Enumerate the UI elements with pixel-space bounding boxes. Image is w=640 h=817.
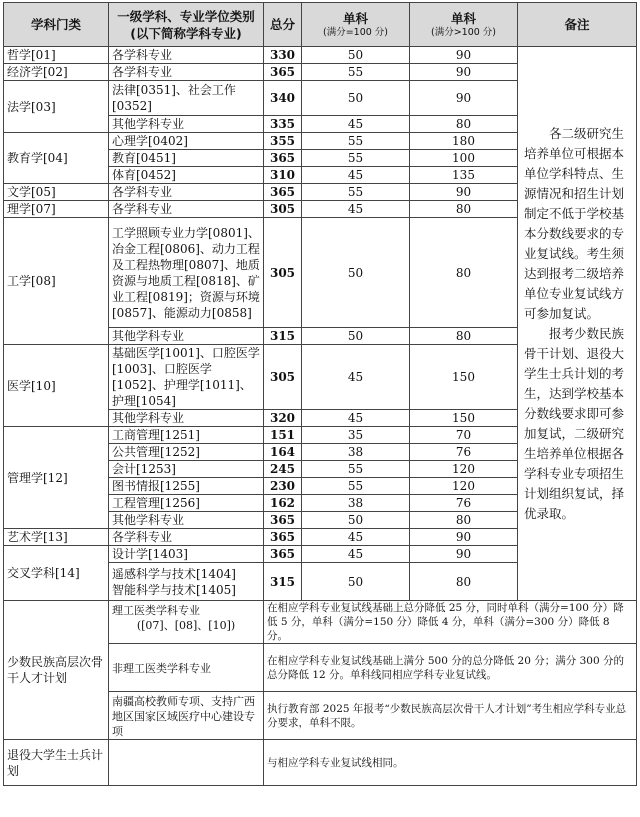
header-single-100-label: 单科 (342, 11, 368, 26)
total-cell: 320 (264, 410, 302, 427)
header-single-over100-label: 单科 (450, 11, 476, 26)
single-100-cell: 45 (302, 345, 410, 410)
subject-cell: 心理学[0402] (109, 133, 264, 150)
header-subject-line1: 一级学科、专业学位类别 (117, 8, 255, 24)
single-over100-cell: 76 (410, 495, 518, 512)
single-100-cell: 55 (302, 64, 410, 81)
remarks-paragraph-2: 报考少数民族骨干计划、退役大学生士兵计划的考生，达到学校基本分数线要求即可参加复试，二级研究生培养单位根据各学科专业专项招生计划组织复试，择优录取。 (524, 325, 625, 521)
single-100-cell: 50 (302, 328, 410, 345)
single-over100-cell: 80 (410, 563, 518, 601)
subject-cell: 工商管理[1251] (109, 427, 264, 444)
single-over100-cell: 90 (410, 546, 518, 563)
total-cell: 365 (264, 529, 302, 546)
single-100-cell: 55 (302, 184, 410, 201)
single-over100-cell: 90 (410, 81, 518, 116)
total-cell: 365 (264, 150, 302, 167)
total-cell: 315 (264, 563, 302, 601)
minority-subject-science (109, 601, 264, 644)
total-cell: 335 (264, 116, 302, 133)
single-100-cell: 55 (302, 478, 410, 495)
header-category: 学科门类 (4, 3, 109, 47)
total-cell: 365 (264, 512, 302, 529)
category-cell: 经济学[02] (4, 64, 109, 81)
category-cell: 艺术学[13] (4, 529, 109, 546)
header-total: 总分 (264, 3, 302, 47)
category-cell: 文学[05] (4, 184, 109, 201)
header-single-over100-sub: (满分>100 分) (430, 27, 497, 38)
category-cell: 管理学[12] (4, 427, 109, 529)
single-100-cell: 38 (302, 444, 410, 461)
subject-cell: 各学科专业 (109, 529, 264, 546)
header-row (4, 3, 637, 47)
header-single-100-sub: (满分=100 分) (322, 27, 389, 38)
total-cell: 365 (264, 64, 302, 81)
header-single-over100 (410, 3, 518, 47)
subject-cell: 遥感科学与技术[1404] 智能科学与技术[1405] (109, 563, 264, 601)
total-cell: 162 (264, 495, 302, 512)
total-cell: 305 (264, 201, 302, 218)
score-table-wrapper (3, 2, 636, 786)
total-cell: 340 (264, 81, 302, 116)
category-cell: 法学[03] (4, 81, 109, 133)
subject-cell: 其他学科专业 (109, 328, 264, 345)
subject-cell: 会计[1253] (109, 461, 264, 478)
minority-subject-science-a: 理工医类学科专业 (112, 604, 200, 617)
single-100-cell: 45 (302, 546, 410, 563)
single-over100-cell: 120 (410, 478, 518, 495)
single-over100-cell: 80 (410, 328, 518, 345)
single-100-cell: 55 (302, 133, 410, 150)
subject-cell: 教育[0451] (109, 150, 264, 167)
single-100-cell: 38 (302, 495, 410, 512)
single-over100-cell: 150 (410, 345, 518, 410)
subject-cell: 基础医学[1001]、口腔医学[1003]、口腔医学[1052]、护理学[1011]、护理[1054] (109, 345, 264, 410)
single-100-cell: 45 (302, 167, 410, 184)
subject-cell: 体育[0452] (109, 167, 264, 184)
single-100-cell: 45 (302, 116, 410, 133)
single-100-cell: 50 (302, 81, 410, 116)
minority-subject-non-science: 非理工医类学科专业 (109, 644, 264, 692)
single-over100-cell: 120 (410, 461, 518, 478)
single-over100-cell: 76 (410, 444, 518, 461)
veteran-category-cell: 退役大学生士兵计划 (4, 740, 109, 786)
total-cell: 365 (264, 546, 302, 563)
table-row (4, 47, 637, 64)
single-100-cell: 55 (302, 461, 410, 478)
subject-cell: 其他学科专业 (109, 512, 264, 529)
single-over100-cell: 80 (410, 116, 518, 133)
single-over100-cell: 90 (410, 64, 518, 81)
single-100-cell: 45 (302, 410, 410, 427)
total-cell: 330 (264, 47, 302, 64)
total-cell: 315 (264, 328, 302, 345)
subject-cell: 公共管理[1252] (109, 444, 264, 461)
header-single-100 (302, 3, 410, 47)
subject-cell: 其他学科专业 (109, 116, 264, 133)
single-over100-cell: 80 (410, 201, 518, 218)
subject-cell: 各学科专业 (109, 184, 264, 201)
veteran-subject-cell (109, 740, 264, 786)
single-over100-cell: 70 (410, 427, 518, 444)
single-100-cell: 45 (302, 529, 410, 546)
total-cell: 230 (264, 478, 302, 495)
score-table (3, 2, 637, 786)
subject-cell: 各学科专业 (109, 64, 264, 81)
remarks-paragraph-1: 各二级研究生培养单位可根据本单位学科特点、生源情况和招生计划制定不低于学校基本分数线要求的专业复试线。考生须达到报考二级培养单位专业复试线方可参加复试。 (524, 125, 625, 321)
minority-note-non-science: 在相应学科专业复试线基础上满分 500 分的总分降低 20 分；满分 300 分的总分降低 12 分。单科线同相应学科专业复试线。 (264, 644, 637, 692)
veteran-row (4, 740, 637, 786)
total-cell: 305 (264, 218, 302, 328)
single-over100-cell: 90 (410, 184, 518, 201)
category-cell: 工学[08] (4, 218, 109, 345)
minority-subject-science-b: ([07]、[08]、[10]) (136, 619, 236, 632)
total-cell: 365 (264, 184, 302, 201)
single-over100-cell: 180 (410, 133, 518, 150)
veteran-note-cell: 与相应学科专业复试线相同。 (264, 740, 637, 786)
header-subject (109, 3, 264, 47)
subject-cell: 其他学科专业 (109, 410, 264, 427)
single-100-cell: 45 (302, 201, 410, 218)
total-cell: 164 (264, 444, 302, 461)
subject-cell: 各学科专业 (109, 201, 264, 218)
single-100-cell: 55 (302, 150, 410, 167)
minority-subject-special: 南疆高校教师专项、支持广西地区国家区域医疗中心建设专项 (109, 692, 264, 740)
single-100-cell: 50 (302, 218, 410, 328)
single-100-cell: 50 (302, 563, 410, 601)
single-over100-cell: 90 (410, 47, 518, 64)
single-100-cell: 50 (302, 47, 410, 64)
total-cell: 245 (264, 461, 302, 478)
total-cell: 305 (264, 345, 302, 410)
subject-cell: 各学科专业 (109, 47, 264, 64)
single-over100-cell: 90 (410, 529, 518, 546)
category-cell: 哲学[01] (4, 47, 109, 64)
single-over100-cell: 80 (410, 512, 518, 529)
single-over100-cell: 135 (410, 167, 518, 184)
single-100-cell: 50 (302, 512, 410, 529)
header-subject-line2: (以下简称学科专业) (130, 25, 242, 41)
subject-cell: 设计学[1403] (109, 546, 264, 563)
single-100-cell: 35 (302, 427, 410, 444)
subject-cell: 工学照顾专业力学[0801]、冶金工程[0806]、动力工程及工程热物理[0807]、地质资源与地质工程[0818]、矿业工程[0819]；资源与环境[0857]、能源动力[0858] (109, 218, 264, 328)
category-cell: 交叉学科[14] (4, 546, 109, 601)
minority-row-science (4, 601, 637, 644)
minority-note-special: 执行教育部 2025 年报考“少数民族高层次骨干人才计划”考生相应学科专业总分要求，单科不限。 (264, 692, 637, 740)
category-cell: 教育学[04] (4, 133, 109, 184)
single-over100-cell: 80 (410, 218, 518, 328)
single-over100-cell: 150 (410, 410, 518, 427)
total-cell: 151 (264, 427, 302, 444)
total-cell: 355 (264, 133, 302, 150)
remarks-cell (518, 47, 637, 601)
total-cell: 310 (264, 167, 302, 184)
subject-cell: 法律[0351]、社会工作[0352] (109, 81, 264, 116)
category-cell: 医学[10] (4, 345, 109, 427)
subject-cell: 工程管理[1256] (109, 495, 264, 512)
minority-note-science: 在相应学科专业复试线基础上总分降低 25 分，同时单科（满分=100 分）降低 5 分，单科（满分=150 分）降低 4 分，单科（满分=300 分）降低 8 分。 (264, 601, 637, 644)
single-over100-cell: 100 (410, 150, 518, 167)
minority-category-cell: 少数民族高层次骨干人才计划 (4, 601, 109, 740)
header-remarks: 备注 (518, 3, 637, 47)
subject-cell: 图书情报[1255] (109, 478, 264, 495)
category-cell: 理学[07] (4, 201, 109, 218)
